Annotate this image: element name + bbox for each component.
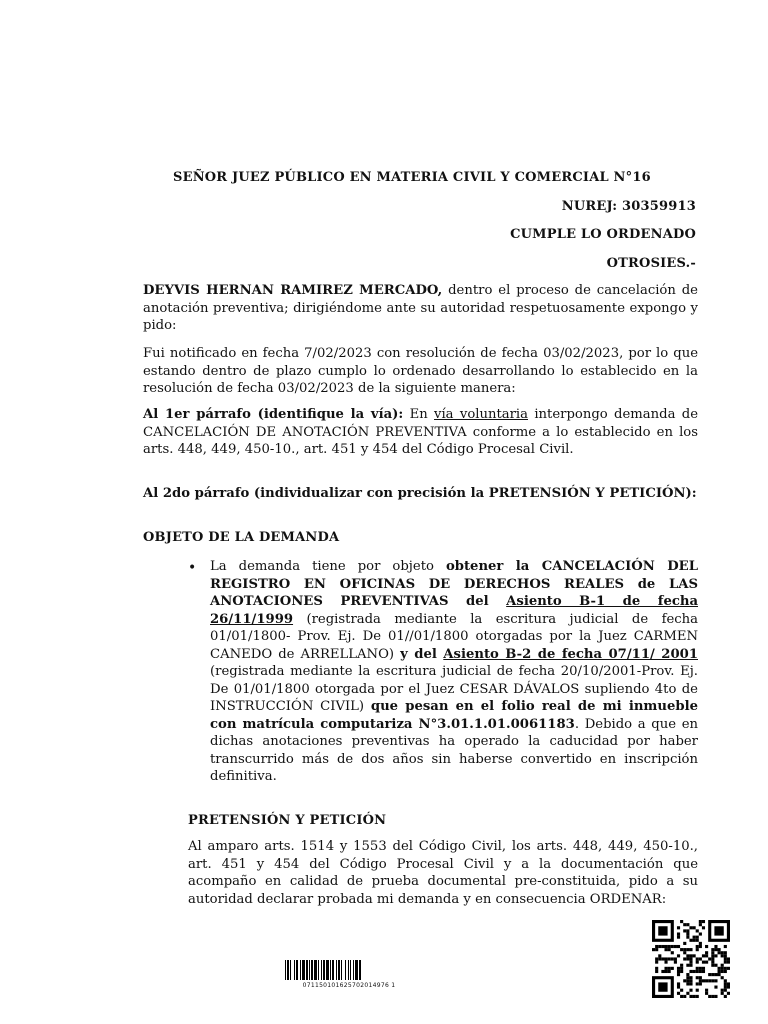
objeto-bullet-paragraph: La demanda tiene por objeto obtener la CANCELACIÓN DEL REGISTRO EN OFICINAS DE DERECHOS REALES de LAS ANOTACIONES PREVENTIVAS del Asiento B-1 de fecha 26/11/1999 (registrada mediante la escritura judicial de fecha 01/01/1800- Prov. Ej. De 01//01/1800 otorgadas por la Juez CARMEN CANEDO de ARRELLANO) y del Asiento B-2 de fecha 07/11/ 2001 (registrada mediante la escritura judicial de fecha 20/10/2001-Prov. Ej. De 01/01/1800 otorgada por el Juez CESAR DÁVALOS supliendo 4to de INSTRUCCIÓN CIVIL) que pesan en el folio real de mi inmueble con matrícula computariza N°3.01.1.01.0061183. Debido a que en dichas anotaciones preventivas ha operado la caducidad por haber transcurrido más de dos años sin haberse convertido en inscripción definitiva.	[210, 559, 699, 784]
first-paragraph-label: Al 1er párrafo (identifique la vía):	[143, 407, 404, 422]
barcode	[285, 960, 413, 994]
asiento-b1: Asiento B-1 de fecha 26/11/1999	[210, 594, 699, 627]
intro-text: dentro el proceso de cancelación de anotación preventiva; dirigiéndome ante su autoridad respetuosamente expongo y pido:	[143, 283, 698, 333]
barcode-number: 071150101625702014976 1	[302, 982, 396, 989]
matricula-text: que pesan en el folio real de mi inmueble con matrícula computariza N°3.01.1.01.0061183	[210, 699, 698, 732]
via-voluntaria: vía voluntaria	[434, 407, 529, 422]
bullet-icon: •	[188, 560, 197, 576]
nurej-number: NUREJ: 30359913	[561, 199, 696, 214]
qr-code-icon	[650, 920, 732, 998]
barcode-bars	[285, 960, 413, 980]
barcode-bar	[361, 960, 362, 980]
objeto-heading: OBJETO DE LA DEMANDA	[143, 530, 340, 545]
court-title: SEÑOR JUEZ PÚBLICO EN MATERIA CIVIL Y COMERCIAL N°16	[173, 170, 651, 185]
cumple-heading: CUMPLE LO ORDENADO	[510, 227, 696, 242]
otrosies-heading: OTROSIES.-	[606, 256, 696, 271]
asiento-b2: Asiento B-2 de fecha 07/11/ 2001	[443, 646, 698, 662]
first-paragraph: Al 1er párrafo (identifique la vía): En vía voluntaria interpongo demanda de CANCELACIÓN DE ANOTACIÓN PREVENTIVA conforme a lo establecido en los arts. 448, 449, 450-10., art. 451 y 454 del Código Procesal Civil.	[143, 407, 699, 457]
first-paragraph-text: interpongo demanda de CANCELACIÓN DE ANOTACIÓN PREVENTIVA conforme a lo establecido en los arts. 448, 449, 450-10., art. 451 y 454 del Código Procesal Civil.	[143, 407, 699, 457]
notification-paragraph: Fui notificado en fecha 7/02/2023 con resolución de fecha 03/02/2023, por lo que estando dentro de plazo cumplo lo ordenado desarrollando lo establecido en la resolución de fecha 03/02/2023 de la siguiente manera:	[143, 346, 698, 396]
intro-paragraph	[143, 282, 698, 335]
petitioner-name: DEYVIS HERNAN RAMIREZ MERCADO,	[143, 283, 443, 298]
pretension-paragraph: Al amparo arts. 1514 y 1553 del Código Civil, los arts. 448, 449, 450-10., art. 451 y 454 del Código Procesal Civil y a la documentación que acompaño en calidad de prueba documental pre-constituida, pido a su autoridad declarar probada mi demanda y en consecuencia ORDENAR:	[188, 839, 698, 907]
pretension-heading: PRETENSIÓN Y PETICIÓN	[188, 813, 387, 828]
second-paragraph-label: Al 2do párrafo (individualizar con precisión la PRETENSIÓN Y PETICIÓN):	[143, 486, 697, 501]
